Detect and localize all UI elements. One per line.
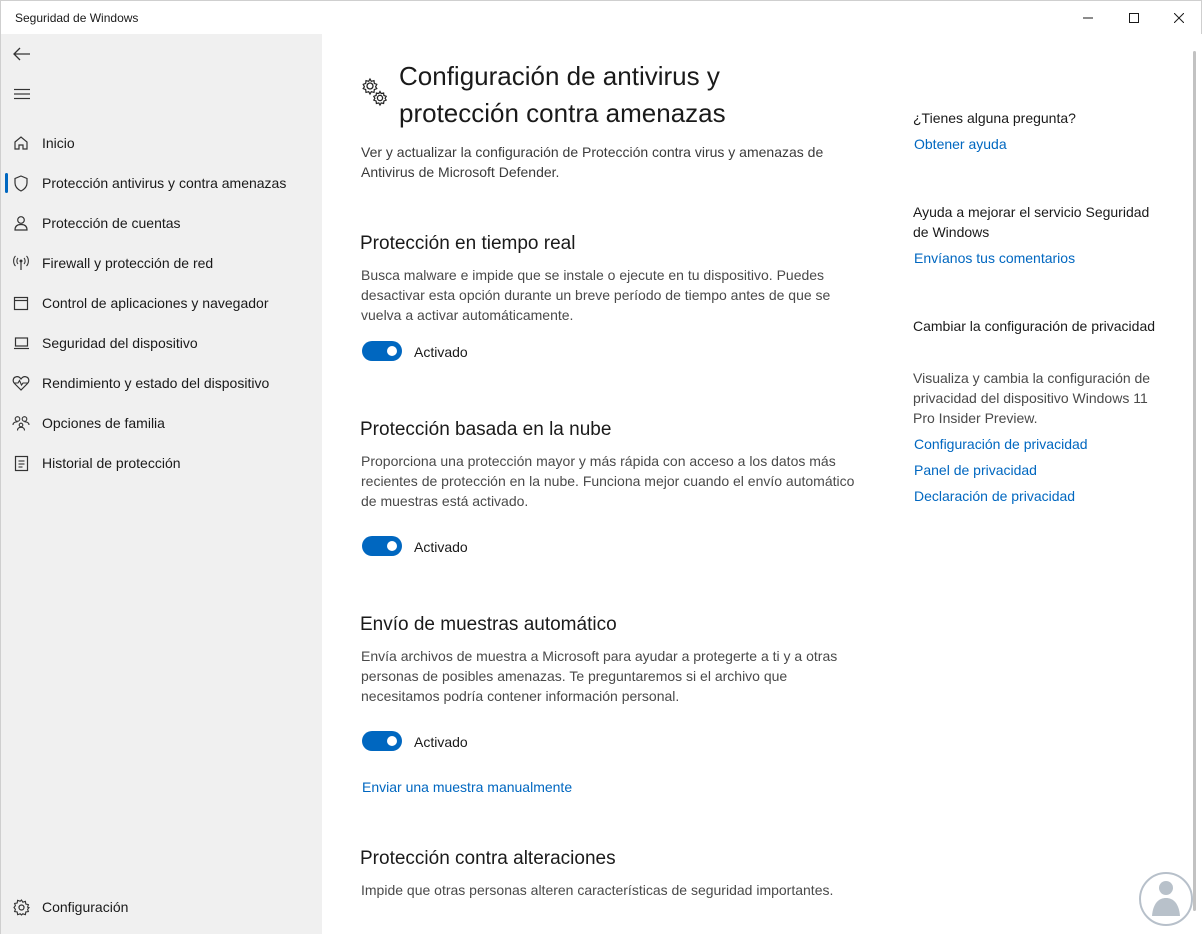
section-title-realtime: Protección en tiempo real [360, 233, 576, 254]
realtime-protection-toggle[interactable] [362, 341, 402, 361]
page-title: Configuración de antivirus y protección contra amenazas [399, 61, 726, 128]
back-button[interactable] [10, 42, 34, 66]
section-description-samples: Envía archivos de muestra a Microsoft para ayudar a protegerte a ti y a otras personas de posibles amenazas. Te preguntaremos si el archivo que necesitamos podría contener información personal. [361, 648, 838, 704]
toggle-knob [387, 346, 397, 356]
shield-icon [12, 174, 30, 192]
sidebar-item-historial[interactable] [1, 445, 322, 481]
hamburger-icon [14, 88, 30, 100]
sidebar-item-label: Inicio [42, 135, 75, 151]
window-title: Seguridad de Windows [15, 11, 139, 25]
active-indicator [5, 173, 8, 193]
toggle-label-cloud: Activado [414, 539, 468, 555]
sidebar-item-label: Historial de protección [42, 455, 181, 471]
sidebar-item-proteccion-cuentas[interactable] [1, 205, 322, 241]
heartbeat-icon [12, 374, 30, 392]
home-icon [12, 134, 30, 152]
sample-submission-toggle[interactable] [362, 731, 402, 751]
sidebar-item-proteccion-antivirus[interactable] [1, 165, 322, 201]
person-icon [12, 214, 30, 232]
privacy-description: Visualiza y cambia la configuración de privacidad del dispositivo Windows 11 Pro Insider Preview. [913, 370, 1151, 426]
history-icon [12, 454, 30, 472]
sidebar-item-configuracion[interactable] [1, 889, 322, 925]
close-button[interactable] [1156, 1, 1202, 34]
gear-icon [12, 898, 30, 916]
wifi-signal-icon [12, 254, 30, 272]
sidebar-item-label: Control de aplicaciones y navegador [42, 295, 269, 311]
maximize-button[interactable] [1111, 1, 1157, 34]
submit-sample-manually-link[interactable]: Enviar una muestra manualmente [362, 779, 573, 795]
toggle-label-samples: Activado [414, 734, 468, 750]
sidebar-item-label: Rendimiento y estado del dispositivo [42, 375, 270, 391]
hamburger-menu-button[interactable] [10, 82, 34, 106]
question-heading: ¿Tienes alguna pregunta? [913, 110, 1076, 126]
sidebar-item-firewall[interactable] [1, 245, 322, 281]
sidebar-item-label: Opciones de familia [42, 415, 165, 431]
get-help-link[interactable]: Obtener ayuda [914, 136, 1007, 152]
watermark-logo-icon [1138, 871, 1194, 927]
cloud-protection-toggle[interactable] [362, 536, 402, 556]
page-description: Ver y actualizar la configuración de Protección contra virus y amenazas de Antivirus de Microsoft Defender. [361, 144, 824, 180]
privacy-statement-link[interactable]: Declaración de privacidad [914, 488, 1076, 504]
sidebar [1, 34, 322, 934]
family-icon [12, 414, 30, 432]
settings-gears-icon [361, 77, 389, 107]
sidebar-item-rendimiento[interactable] [1, 365, 322, 401]
sidebar-item-control-aplicaciones[interactable] [1, 285, 322, 321]
sidebar-item-label: Firewall y protección de red [42, 255, 214, 271]
sidebar-item-label: Configuración [42, 899, 129, 915]
sidebar-item-label: Protección de cuentas [42, 215, 181, 231]
toggle-label-realtime: Activado [414, 344, 468, 360]
section-title-tamper: Protección contra alteraciones [360, 848, 616, 869]
minimize-icon [1083, 13, 1093, 23]
privacy-dashboard-link[interactable]: Panel de privacidad [914, 462, 1037, 478]
maximize-icon [1129, 13, 1139, 23]
sidebar-item-opciones-familia[interactable] [1, 405, 322, 441]
privacy-settings-link[interactable]: Configuración de privacidad [914, 436, 1088, 452]
laptop-icon [12, 334, 30, 352]
section-description-realtime: Busca malware e impide que se instale o ejecute en tu dispositivo. Puedes desactivar esta opción durante un breve período de tiempo antes de que se vuelva a activar automáticamente. [361, 267, 831, 323]
sidebar-item-label: Seguridad del dispositivo [42, 335, 198, 351]
sidebar-item-inicio[interactable] [1, 125, 322, 161]
title-bar [1, 1, 1201, 34]
improve-heading: Ayuda a mejorar el servicio Seguridad de Windows [913, 204, 1150, 240]
toggle-knob [387, 736, 397, 746]
sidebar-item-seguridad-dispositivo[interactable] [1, 325, 322, 361]
main-content [322, 34, 1202, 934]
sidebar-item-label: Protección antivirus y contra amenazas [42, 175, 287, 191]
section-description-tamper: Impide que otras personas alteren características de seguridad importantes. [361, 882, 834, 898]
vertical-scrollbar[interactable] [1193, 51, 1196, 911]
minimize-button[interactable] [1065, 1, 1111, 34]
close-icon [1174, 13, 1184, 23]
app-window-icon [12, 294, 30, 312]
section-title-samples: Envío de muestras automático [360, 614, 617, 635]
privacy-heading: Cambiar la configuración de privacidad [913, 318, 1156, 334]
section-description-cloud: Proporciona una protección mayor y más rápida con acceso a los datos más recientes de protección en la nube. Funciona mejor cuando el envío automático de muestras está activado. [361, 453, 855, 509]
back-arrow-icon [13, 47, 31, 61]
send-feedback-link[interactable]: Envíanos tus comentarios [914, 250, 1076, 266]
section-title-cloud: Protección basada en la nube [360, 419, 612, 440]
toggle-knob [387, 541, 397, 551]
